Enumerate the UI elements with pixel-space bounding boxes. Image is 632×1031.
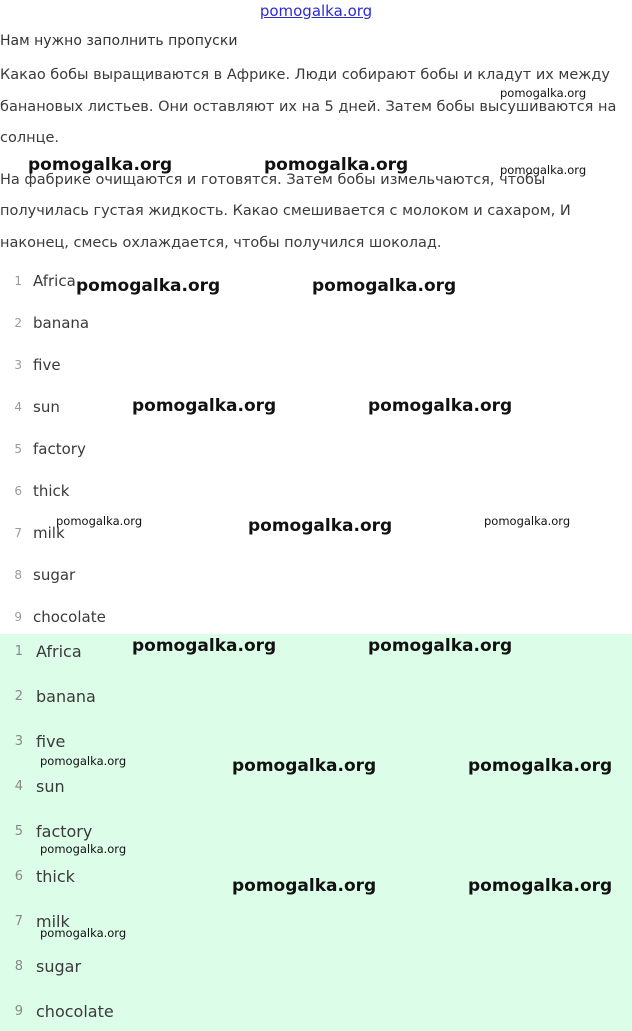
watermark: pomogalka.org — [40, 754, 127, 768]
list-item — [0, 398, 60, 416]
item-number: 2 — [14, 689, 23, 704]
paragraph-1: Какао бобы выращиваются в Африке. Люди собирают бобы и кладут их между банановых листьев. Они оставляют их на 5 дней. Затем бобы высушиваются на солнце. — [0, 67, 617, 146]
list-item — [0, 642, 82, 661]
item-word: factory — [33, 440, 86, 458]
item-word: factory — [36, 822, 93, 841]
item-number: 7 — [14, 526, 22, 540]
item-number: 3 — [14, 734, 23, 749]
item-word: sun — [36, 777, 65, 796]
list-item — [0, 566, 75, 584]
item-number: 6 — [14, 869, 23, 884]
watermark: pomogalka.org — [28, 155, 173, 175]
list-item — [0, 732, 65, 751]
watermark: pomogalka.org — [132, 396, 277, 416]
watermark: pomogalka.org — [232, 876, 377, 896]
item-word: banana — [33, 314, 90, 332]
answer-panel — [0, 634, 632, 1031]
item-word: sun — [33, 398, 60, 416]
item-number: 9 — [14, 1004, 23, 1019]
watermark: pomogalka.org — [132, 636, 277, 656]
list-item — [0, 272, 76, 290]
watermark: pomogalka.org — [76, 276, 221, 296]
list-item — [0, 524, 65, 542]
watermark: pomogalka.org — [484, 514, 571, 528]
list-item — [0, 314, 89, 332]
watermark: pomogalka.org — [468, 876, 613, 896]
watermark: pomogalka.org — [40, 926, 127, 940]
item-word: banana — [36, 687, 96, 706]
watermark: pomogalka.org — [312, 276, 457, 296]
list-item — [0, 822, 92, 841]
item-word: Africa — [36, 642, 82, 661]
list-item — [0, 867, 75, 886]
item-number: 5 — [14, 442, 22, 456]
list-item — [0, 687, 96, 706]
watermark: pomogalka.org — [468, 756, 613, 776]
watermark: pomogalka.org — [56, 514, 143, 528]
item-word: chocolate — [33, 608, 106, 626]
task-title: Нам нужно заполнить пропуски — [0, 33, 238, 49]
list-item — [0, 1002, 114, 1021]
list-item — [0, 777, 65, 796]
site-title-link[interactable]: pomogalka.org — [259, 2, 373, 20]
item-number: 3 — [14, 358, 22, 372]
list-item — [0, 608, 106, 626]
item-word: thick — [33, 482, 70, 500]
watermark: pomogalka.org — [368, 636, 513, 656]
item-word: thick — [36, 867, 75, 886]
item-word: milk — [33, 524, 65, 542]
item-word: Africa — [33, 272, 76, 290]
watermark: pomogalka.org — [264, 155, 409, 175]
watermark: pomogalka.org — [500, 86, 587, 100]
item-number: 1 — [14, 644, 23, 659]
item-word: milk — [36, 912, 70, 931]
item-word: five — [33, 356, 61, 374]
watermark: pomogalka.org — [248, 516, 393, 536]
item-word: chocolate — [36, 1002, 114, 1021]
item-number: 8 — [14, 959, 23, 974]
item-number: 4 — [14, 779, 23, 794]
item-number: 2 — [14, 316, 22, 330]
item-word: sugar — [33, 566, 76, 584]
list-item — [0, 482, 70, 500]
item-word: five — [36, 732, 66, 751]
item-number: 8 — [14, 568, 22, 582]
item-number: 4 — [14, 400, 22, 414]
item-number: 1 — [14, 274, 22, 288]
list-item — [0, 957, 81, 976]
list-item — [0, 440, 86, 458]
paragraph-2: На фабрике очищаются и готовятся. Затем бобы измельчаются, чтобы получилась густая жидкость. Какао смешивается с молоком и сахаром, И наконец, смесь охлаждается, чтобы получился шоколад. — [0, 171, 571, 251]
item-word: sugar — [36, 957, 82, 976]
item-number: 7 — [14, 914, 23, 929]
list-item — [0, 356, 61, 374]
item-number: 6 — [14, 484, 22, 498]
watermark: pomogalka.org — [232, 756, 377, 776]
watermark: pomogalka.org — [500, 163, 587, 177]
watermark: pomogalka.org — [40, 842, 127, 856]
watermark: pomogalka.org — [368, 396, 513, 416]
item-number: 9 — [14, 610, 22, 624]
item-number: 5 — [14, 824, 23, 839]
